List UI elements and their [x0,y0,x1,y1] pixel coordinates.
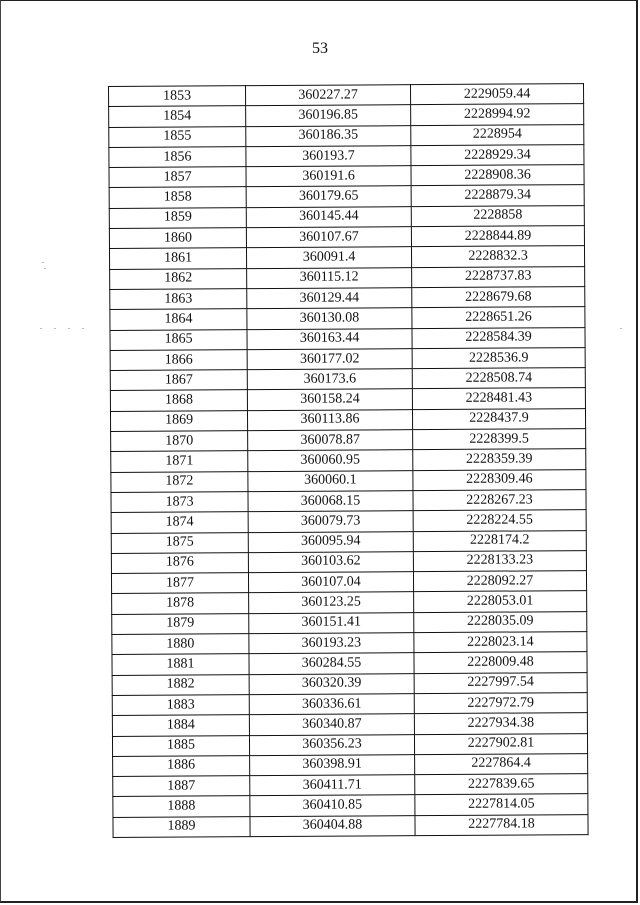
point-number-cell: 1855 [109,126,246,147]
table-row [109,246,584,269]
coordinates-table-body [109,84,589,838]
y-coordinate-cell: 2228399.5 [413,429,586,450]
point-number-cell: 1884 [112,715,249,736]
table-row [112,672,587,695]
table-row [109,124,584,147]
table-row [113,753,588,776]
table-row [111,469,586,492]
point-number-cell: 1880 [112,634,249,655]
x-coordinate-cell: 360068.15 [248,491,413,512]
x-coordinate-cell: 360179.65 [246,186,411,207]
point-number-cell: 1868 [110,390,247,411]
x-coordinate-cell: 360091.4 [246,247,411,268]
table-row [111,571,586,594]
x-coordinate-cell: 360356.23 [249,734,414,755]
x-coordinate-cell: 360163.44 [247,328,412,349]
point-number-cell: 1889 [113,816,250,837]
x-coordinate-cell: 360123.25 [249,592,414,613]
y-coordinate-cell: 2229059.44 [410,84,583,105]
y-coordinate-cell: 2227902.81 [414,733,587,754]
point-number-cell: 1861 [109,248,246,269]
y-coordinate-cell: 2227814.05 [415,794,588,815]
y-coordinate-cell: 2228737.83 [412,266,585,287]
y-coordinate-cell: 2228267.23 [413,490,586,511]
table-row [111,510,586,533]
point-number-cell: 1854 [109,106,246,127]
y-coordinate-cell: 2227934.38 [414,713,587,734]
y-coordinate-cell: 2228133.23 [413,550,586,571]
y-coordinate-cell: 2228508.74 [412,368,585,389]
point-number-cell: 1866 [110,350,247,371]
point-number-cell: 1872 [111,471,248,492]
point-number-cell: 1877 [111,573,248,594]
table-row [111,530,586,553]
point-number-cell: 1865 [110,329,247,350]
point-number-cell: 1882 [112,674,249,695]
x-coordinate-cell: 360320.39 [249,673,414,694]
y-coordinate-cell: 2228359.39 [413,449,586,470]
y-coordinate-cell: 2228584.39 [412,327,585,348]
table-row [113,794,588,817]
x-coordinate-cell: 360078.87 [248,430,413,451]
y-coordinate-cell: 2228023.14 [414,632,587,653]
table-row [111,429,586,452]
scan-speck [40,328,42,329]
x-coordinate-cell: 360107.67 [246,227,411,248]
point-number-cell: 1875 [111,532,248,553]
x-coordinate-cell: 360193.7 [246,146,411,167]
x-coordinate-cell: 360060.95 [248,450,413,471]
table-row [110,368,585,391]
y-coordinate-cell: 2227839.65 [415,774,588,795]
table-row [112,733,587,756]
table-row [111,490,586,513]
table-row [111,449,586,472]
x-coordinate-cell: 360336.61 [249,694,414,715]
table-row [112,611,587,634]
scan-speck [620,328,622,329]
x-coordinate-cell: 360284.55 [249,653,414,674]
y-coordinate-cell: 2228651.26 [412,307,585,328]
x-coordinate-cell: 360227.27 [246,85,411,106]
y-coordinate-cell: 2228908.36 [411,165,584,186]
scan-speck [44,268,46,269]
y-coordinate-cell: 2228035.09 [414,611,587,632]
table-row [110,307,585,330]
x-coordinate-cell: 360115.12 [247,267,412,288]
point-number-cell: 1883 [112,695,249,716]
x-coordinate-cell: 360398.91 [250,754,415,775]
x-coordinate-cell: 360107.04 [248,572,413,593]
point-number-cell: 1856 [109,147,246,168]
point-number-cell: 1888 [113,796,250,817]
point-number-cell: 1858 [109,187,246,208]
x-coordinate-cell: 360060.1 [248,470,413,491]
point-number-cell: 1885 [112,735,249,756]
y-coordinate-cell: 2228929.34 [411,144,584,165]
table-row [109,104,584,127]
point-number-cell: 1860 [109,228,246,249]
y-coordinate-cell: 2228224.55 [413,510,586,531]
x-coordinate-cell: 360410.85 [250,795,415,816]
y-coordinate-cell: 2227972.79 [414,692,587,713]
point-number-cell: 1876 [111,552,248,573]
y-coordinate-cell: 2228437.9 [412,408,585,429]
table-row [109,144,584,167]
y-coordinate-cell: 2227997.54 [414,672,587,693]
table-row [110,287,585,310]
point-number-cell: 1870 [111,431,248,452]
table-row [113,814,588,837]
x-coordinate-cell: 360196.85 [246,105,411,126]
x-coordinate-cell: 360193.23 [249,633,414,654]
point-number-cell: 1859 [109,207,246,228]
y-coordinate-cell: 2228858 [411,205,584,226]
x-coordinate-cell: 360177.02 [247,349,412,370]
x-coordinate-cell: 360130.08 [247,308,412,329]
table-row [109,84,584,107]
coordinates-table [108,83,589,838]
page-number: 53 [312,40,328,57]
table-row [112,652,587,675]
table-row [110,266,585,289]
point-number-cell: 1873 [111,492,248,513]
x-coordinate-cell: 360340.87 [249,714,414,735]
x-coordinate-cell: 360103.62 [248,551,413,572]
y-coordinate-cell: 2228879.34 [411,185,584,206]
table-row [109,226,584,249]
table-row [109,205,584,228]
point-number-cell: 1869 [110,410,247,431]
point-number-cell: 1871 [111,451,248,472]
x-coordinate-cell: 360411.71 [250,775,415,796]
point-number-cell: 1863 [110,289,247,310]
y-coordinate-cell: 2227864.4 [415,753,588,774]
y-coordinate-cell: 2228844.89 [411,226,584,247]
y-coordinate-cell: 2228679.68 [412,287,585,308]
x-coordinate-cell: 360129.44 [247,288,412,309]
y-coordinate-cell: 2228092.27 [413,571,586,592]
point-number-cell: 1864 [110,309,247,330]
scan-speck [42,262,44,263]
y-coordinate-cell: 2228994.92 [411,104,584,125]
table-row [109,165,584,188]
x-coordinate-cell: 360186.35 [246,125,411,146]
point-number-cell: 1862 [110,268,247,289]
y-coordinate-cell: 2228832.3 [411,246,584,267]
scan-speck [54,328,56,329]
y-coordinate-cell: 2228174.2 [413,530,586,551]
x-coordinate-cell: 360095.94 [248,531,413,552]
point-number-cell: 1878 [112,593,249,614]
y-coordinate-cell: 2228309.46 [413,469,586,490]
scan-speck [82,328,84,329]
table-row [112,591,587,614]
point-number-cell: 1879 [112,613,249,634]
y-coordinate-cell: 2228481.43 [412,388,585,409]
x-coordinate-cell: 360173.6 [247,369,412,390]
x-coordinate-cell: 360191.6 [246,166,411,187]
table-row [110,347,585,370]
point-number-cell: 1867 [110,370,247,391]
x-coordinate-cell: 360158.24 [247,389,412,410]
table-row [112,713,587,736]
table-row [113,774,588,797]
table-row [109,185,584,208]
y-coordinate-cell: 2228954 [411,124,584,145]
y-coordinate-cell: 2227784.18 [415,814,588,835]
x-coordinate-cell: 360079.73 [248,511,413,532]
table-row [110,388,585,411]
y-coordinate-cell: 2228536.9 [412,347,585,368]
x-coordinate-cell: 360145.44 [246,206,411,227]
table-row [112,632,587,655]
x-coordinate-cell: 360113.86 [247,409,412,430]
point-number-cell: 1857 [109,167,246,188]
point-number-cell: 1886 [113,755,250,776]
table-row [111,550,586,573]
y-coordinate-cell: 2228009.48 [414,652,587,673]
scan-speck [68,328,70,329]
x-coordinate-cell: 360404.88 [250,815,415,836]
point-number-cell: 1853 [109,86,246,107]
table-row [110,327,585,350]
point-number-cell: 1874 [111,512,248,533]
table-row [112,692,587,715]
table-row [110,408,585,431]
point-number-cell: 1881 [112,654,249,675]
x-coordinate-cell: 360151.41 [249,612,414,633]
y-coordinate-cell: 2228053.01 [414,591,587,612]
point-number-cell: 1887 [113,776,250,797]
